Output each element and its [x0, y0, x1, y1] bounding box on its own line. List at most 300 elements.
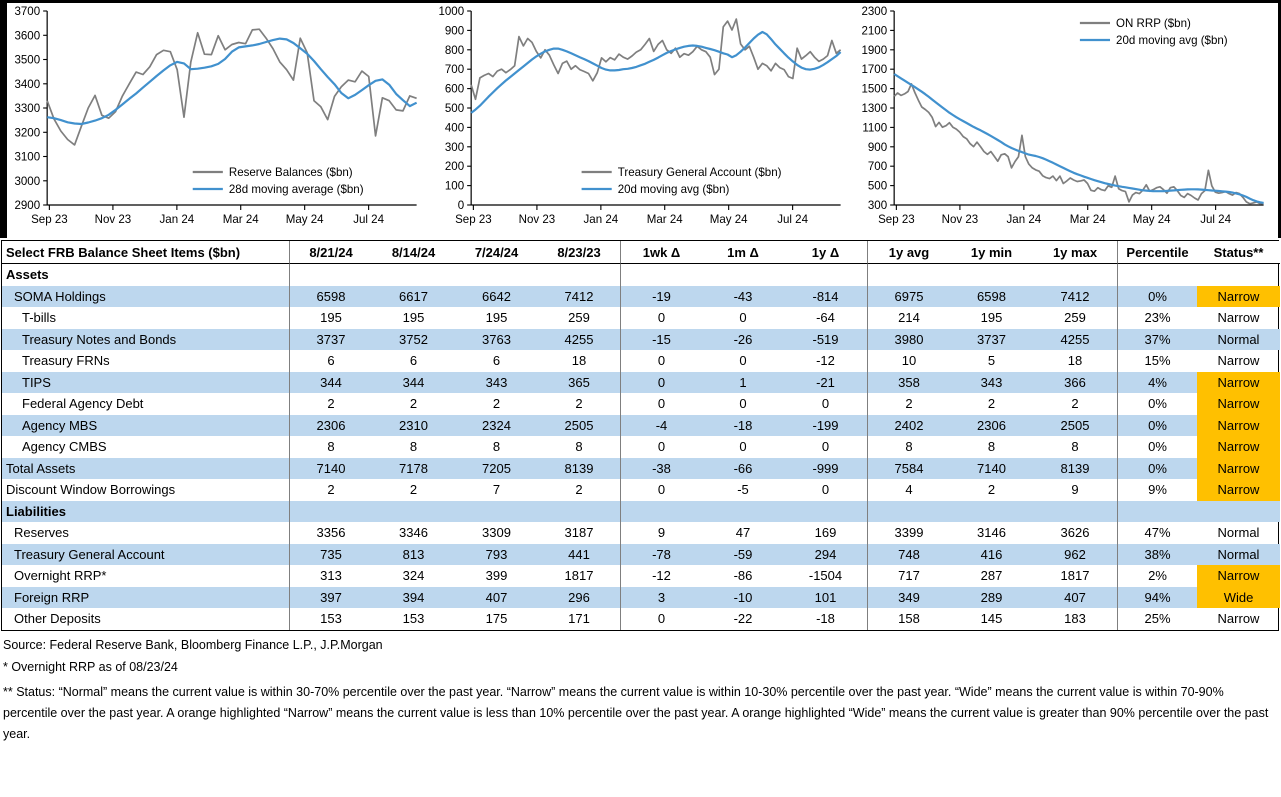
value-cell: 6598: [289, 286, 372, 308]
reserve-balances-plot: [7, 3, 431, 235]
value-cell: 195: [402, 310, 425, 326]
value-cell: 748: [867, 544, 950, 566]
value-cell: 2: [575, 396, 583, 412]
value-cell: 4255: [538, 329, 620, 351]
charts-strip: [0, 0, 1281, 238]
value-cell: 2%: [1117, 565, 1197, 587]
column-header: 8/21/24: [289, 241, 372, 264]
value-cell: 3309: [482, 525, 511, 541]
value-cell: 0: [620, 372, 702, 394]
value-cell: 2: [1071, 396, 1079, 412]
value-cell: 4255: [1033, 329, 1117, 351]
value-cell: -38: [620, 458, 702, 480]
value-cell: 717: [867, 565, 950, 587]
value-cell: 0: [739, 396, 747, 412]
x-tick-label: Nov 23: [941, 214, 979, 226]
value-cell: 153: [289, 608, 372, 630]
status-cell: Narrow: [1197, 372, 1280, 394]
table-row: [2, 544, 1278, 566]
on-rrp-chart: [854, 3, 1278, 238]
y-tick-label: 100: [444, 180, 464, 193]
value-cell: 5: [987, 353, 996, 369]
value-cell: 441: [538, 544, 620, 566]
column-header: 8/23/23: [538, 241, 620, 264]
value-cell: [1117, 264, 1197, 286]
value-cell: [538, 501, 620, 523]
value-cell: 0%: [1117, 436, 1197, 458]
status-cell: Narrow: [1217, 611, 1260, 627]
value-cell: 6: [409, 353, 418, 369]
value-cell: 10: [867, 350, 950, 372]
value-cell: 2: [409, 482, 418, 498]
value-cell: 343: [455, 372, 538, 394]
table-section-row: [2, 501, 1278, 523]
y-tick-label: 1500: [861, 83, 888, 96]
status-cell: Narrow: [1197, 393, 1280, 415]
value-cell: 9: [1071, 482, 1079, 498]
y-tick-label: 3300: [14, 103, 41, 115]
value-cell: -64: [816, 310, 835, 326]
value-cell: 7584: [867, 458, 950, 480]
legend-label: 20d moving avg ($bn): [617, 184, 730, 196]
y-tick-label: 300: [444, 141, 464, 154]
value-cell: 0: [620, 350, 702, 372]
table-row: [2, 522, 1278, 544]
value-cell: [1033, 501, 1117, 523]
y-tick-label: 500: [868, 180, 888, 193]
value-cell: 2: [492, 396, 501, 412]
y-tick-label: 600: [444, 83, 464, 96]
x-tick-label: Jan 24: [583, 214, 618, 226]
value-cell: 8: [492, 439, 501, 455]
value-cell: 407: [1033, 587, 1117, 609]
value-cell: [867, 501, 950, 523]
value-cell: 25%: [1117, 608, 1197, 630]
value-cell: 8: [575, 439, 583, 455]
value-cell: [784, 264, 867, 286]
y-tick-label: 1300: [861, 103, 888, 115]
value-cell: [1033, 264, 1117, 286]
legend-label: 28d moving average ($bn): [228, 184, 364, 196]
value-cell: 3: [620, 587, 702, 609]
column-header: 1wk Δ: [620, 241, 702, 264]
value-cell: -1504: [808, 568, 843, 584]
x-tick-label: Nov 23: [94, 214, 132, 226]
status-cell: Narrow: [1197, 415, 1280, 437]
value-cell: 7140: [950, 458, 1033, 480]
series-line: [895, 84, 1264, 204]
value-cell: 3737: [289, 329, 372, 351]
value-cell: 2: [987, 396, 996, 412]
value-cell: [372, 501, 455, 523]
value-cell: [950, 264, 1033, 286]
series-line: [895, 74, 1264, 203]
table-row: [2, 587, 1278, 609]
table-row: [2, 286, 1278, 308]
value-cell: 416: [950, 544, 1033, 566]
value-cell: 37%: [1117, 329, 1197, 351]
value-cell: 344: [372, 372, 455, 394]
value-cell: -10: [702, 587, 784, 609]
value-cell: 0: [739, 439, 747, 455]
value-cell: 8139: [1033, 458, 1117, 480]
row-label: Treasury Notes and Bonds: [2, 329, 289, 351]
value-cell: 145: [980, 611, 1003, 627]
table-row: [2, 458, 1278, 480]
value-cell: 9%: [1117, 479, 1197, 501]
row-label: Assets: [6, 267, 49, 283]
value-cell: 313: [289, 565, 372, 587]
value-cell: [620, 501, 702, 523]
value-cell: 6: [289, 350, 372, 372]
value-cell: -15: [620, 329, 702, 351]
value-cell: 6598: [950, 286, 1033, 308]
value-cell: 0: [821, 396, 830, 412]
table-row: [2, 565, 1278, 587]
y-tick-label: 1100: [862, 122, 888, 135]
value-cell: 3763: [455, 329, 538, 351]
value-cell: 195: [485, 310, 508, 326]
value-cell: 3737: [950, 329, 1033, 351]
source-line: Source: Federal Reserve Bank, Bloomberg Finance L.P., J.P.Morgan: [3, 637, 383, 652]
value-cell: 349: [867, 587, 950, 609]
value-cell: -21: [784, 372, 867, 394]
x-tick-label: Jan 24: [1006, 214, 1042, 226]
value-cell: 0: [739, 353, 747, 369]
value-cell: 2: [289, 393, 372, 415]
x-tick-label: Jul 24: [353, 214, 385, 226]
column-header: 7/24/24: [455, 241, 538, 264]
status-cell: Normal: [1197, 329, 1280, 351]
value-cell: 15%: [1117, 350, 1197, 372]
value-cell: -19: [620, 286, 702, 308]
row-label: Treasury FRNs: [22, 353, 110, 369]
value-cell: 195: [289, 307, 372, 329]
row-label: Foreign RRP: [2, 587, 289, 609]
table-row: [2, 608, 1278, 630]
value-cell: 1817: [1060, 568, 1090, 584]
series-line: [47, 39, 416, 124]
value-cell: 735: [289, 544, 372, 566]
value-cell: -18: [702, 415, 784, 437]
status-cell: [1197, 501, 1280, 523]
value-cell: -66: [702, 458, 784, 480]
value-cell: 1817: [564, 568, 594, 584]
column-header: 8/14/24: [372, 241, 455, 264]
value-cell: [702, 264, 784, 286]
table-row: [2, 415, 1278, 437]
value-cell: -12: [816, 353, 835, 369]
value-cell: -26: [702, 329, 784, 351]
value-cell: 18: [1067, 353, 1083, 369]
value-cell: 2310: [372, 415, 455, 437]
value-cell: 0%: [1117, 286, 1197, 308]
x-tick-label: Jul 24: [776, 214, 808, 226]
x-tick-label: May 24: [285, 214, 324, 226]
legend-label: 20d moving avg ($bn): [1116, 35, 1228, 47]
value-cell: -4: [620, 415, 702, 437]
value-cell: 153: [402, 611, 425, 627]
value-cell: [289, 264, 372, 286]
y-tick-label: 3100: [14, 151, 41, 164]
y-tick-label: 1000: [438, 6, 464, 18]
y-tick-label: 3500: [14, 54, 41, 67]
value-cell: 407: [455, 587, 538, 609]
value-cell: 3146: [977, 525, 1006, 541]
row-label: Liabilities: [2, 501, 289, 523]
value-cell: 358: [867, 372, 950, 394]
row-label: Total Assets: [2, 458, 289, 480]
x-tick-label: Mar 24: [646, 214, 683, 226]
value-cell: 8139: [538, 458, 620, 480]
table-row: [2, 393, 1278, 415]
value-cell: 47: [735, 525, 751, 541]
value-cell: -814: [784, 286, 867, 308]
table-section-row: [2, 264, 1278, 286]
value-cell: 3752: [372, 329, 455, 351]
y-tick-label: 3000: [14, 175, 41, 188]
value-cell: 3187: [564, 525, 594, 541]
value-cell: 397: [289, 587, 372, 609]
y-tick-label: 700: [868, 161, 888, 174]
status-cell: Narrow: [1197, 565, 1280, 587]
row-label: TIPS: [2, 372, 289, 394]
value-cell: 399: [485, 568, 508, 584]
x-tick-label: May 24: [1133, 214, 1171, 226]
value-cell: 214: [867, 307, 950, 329]
value-cell: -78: [620, 544, 702, 566]
value-cell: 366: [1033, 372, 1117, 394]
table-row: [2, 436, 1278, 458]
value-cell: 7: [492, 482, 501, 498]
value-cell: 8: [1071, 439, 1079, 455]
value-cell: -86: [733, 568, 753, 584]
value-cell: -519: [784, 329, 867, 351]
y-tick-label: 0: [457, 200, 464, 212]
x-tick-label: Sep 23: [454, 214, 492, 226]
value-cell: 2: [575, 482, 583, 498]
column-header: 1y min: [950, 241, 1033, 264]
value-cell: 8: [289, 436, 372, 458]
value-cell: -12: [620, 565, 702, 587]
value-cell: 6617: [372, 286, 455, 308]
column-header: 1y Δ: [784, 241, 867, 264]
value-cell: 7178: [372, 458, 455, 480]
value-cell: 3626: [1060, 525, 1090, 541]
y-tick-label: 800: [444, 44, 464, 57]
value-cell: 0: [620, 307, 702, 329]
value-cell: [950, 501, 1033, 523]
value-cell: 158: [867, 608, 950, 630]
value-cell: 365: [538, 372, 620, 394]
value-cell: 0: [620, 393, 702, 415]
value-cell: 0: [620, 436, 702, 458]
status-cell: Narrow: [1197, 479, 1280, 501]
y-tick-label: 2300: [861, 6, 888, 18]
y-tick-label: 3400: [14, 78, 41, 91]
value-cell: 7140: [289, 458, 372, 480]
on-rrp-plot: [854, 3, 1278, 235]
value-cell: 2: [867, 393, 950, 415]
table-row: [2, 350, 1278, 372]
value-cell: 3346: [399, 525, 428, 541]
value-cell: 0: [620, 608, 702, 630]
value-cell: 259: [1064, 310, 1086, 326]
value-cell: 6: [492, 353, 501, 369]
value-cell: -999: [784, 458, 867, 480]
y-tick-label: 2900: [14, 200, 41, 212]
value-cell: -199: [784, 415, 867, 437]
value-cell: 2324: [455, 415, 538, 437]
y-tick-label: 200: [444, 161, 464, 174]
x-tick-label: Mar 24: [1070, 214, 1107, 226]
treasury-general-account-chart: [431, 3, 855, 238]
y-tick-label: 3200: [14, 127, 41, 140]
value-cell: -5: [737, 482, 749, 498]
row-label: SOMA Holdings: [2, 286, 289, 308]
column-header: 1y avg: [867, 241, 950, 264]
value-cell: 2306: [289, 415, 372, 437]
value-cell: 38%: [1117, 544, 1197, 566]
x-tick-label: Jul 24: [1200, 214, 1232, 226]
y-tick-label: 900: [444, 25, 464, 38]
y-tick-label: 1700: [861, 64, 888, 77]
row-label: Reserves: [14, 525, 69, 541]
value-cell: [1117, 501, 1197, 523]
value-cell: 0: [620, 479, 702, 501]
x-tick-label: May 24: [709, 214, 748, 226]
value-cell: 101: [784, 587, 867, 609]
treasury-general-account-plot: [431, 3, 855, 235]
footnote-overnight-rrp: * Overnight RRP as of 08/23/24: [3, 659, 178, 674]
value-cell: 0%: [1117, 393, 1197, 415]
row-label: Agency MBS: [2, 415, 289, 437]
row-label: Other Deposits: [14, 611, 101, 627]
legend-label: ON RRP ($bn): [1116, 18, 1192, 30]
value-cell: 2306: [950, 415, 1033, 437]
reserve-balances-chart: [7, 3, 431, 238]
x-tick-label: Mar 24: [222, 214, 259, 226]
value-cell: 8: [867, 436, 950, 458]
value-cell: 344: [289, 372, 372, 394]
status-cell: Normal: [1197, 544, 1280, 566]
status-cell: Narrow: [1197, 436, 1280, 458]
value-cell: 294: [784, 544, 867, 566]
row-label: Federal Agency Debt: [22, 396, 144, 412]
value-cell: 962: [1033, 544, 1117, 566]
value-cell: 23%: [1117, 307, 1197, 329]
y-tick-label: 300: [868, 200, 888, 212]
status-cell: Narrow: [1217, 310, 1260, 326]
value-cell: [372, 264, 455, 286]
value-cell: 324: [402, 568, 425, 584]
value-cell: 3356: [289, 522, 372, 544]
value-cell: 183: [1064, 611, 1086, 627]
value-cell: 259: [568, 310, 590, 326]
y-tick-label: 900: [868, 141, 888, 154]
value-cell: 3980: [867, 329, 950, 351]
row-label: Agency CMBS: [22, 439, 107, 455]
value-cell: 8: [409, 439, 418, 455]
value-cell: 0%: [1117, 415, 1197, 437]
table-row: [2, 307, 1278, 329]
value-cell: 6975: [867, 286, 950, 308]
x-tick-label: Sep 23: [31, 214, 68, 226]
value-cell: 2505: [538, 415, 620, 437]
value-cell: 171: [568, 611, 590, 627]
value-cell: 0: [821, 482, 830, 498]
value-cell: 0: [821, 439, 830, 455]
value-cell: 9: [620, 522, 702, 544]
status-cell: Narrow: [1217, 353, 1260, 369]
value-cell: 195: [980, 310, 1003, 326]
table-row: [2, 329, 1278, 351]
status-cell: Narrow: [1197, 286, 1280, 308]
legend-label: Reserve Balances ($bn): [228, 167, 353, 179]
y-tick-label: 400: [444, 122, 464, 135]
value-cell: [455, 264, 538, 286]
value-cell: [702, 501, 784, 523]
value-cell: 394: [372, 587, 455, 609]
column-header: 1m Δ: [702, 241, 784, 264]
row-label: Discount Window Borrowings: [6, 482, 176, 498]
value-cell: 7412: [1033, 286, 1117, 308]
status-cell: Normal: [1217, 525, 1260, 541]
y-tick-label: 700: [444, 64, 464, 77]
value-cell: 2402: [867, 415, 950, 437]
series-line: [47, 29, 416, 145]
y-tick-label: 2100: [861, 25, 888, 38]
table-row: [2, 479, 1278, 501]
value-cell: 1: [702, 372, 784, 394]
column-header: Percentile: [1117, 241, 1197, 264]
value-cell: [867, 264, 950, 286]
value-cell: 0: [739, 310, 747, 326]
value-cell: 343: [950, 372, 1033, 394]
value-cell: 3399: [867, 522, 950, 544]
footnote-status-definition: ** Status: “Normal” means the current value is within 30-70% percentile over the past year. “Narrow” means the current value is within 10-30% percentile over the past year. “Wide” means the current value is within 70-90% percentile over the past year. A orange highlighted “Narrow” means the current value is less than 10% percentile over the past year. A orange highlighted “Wide” means the current value is greater than 90% percentile over the past year.: [3, 684, 1269, 741]
value-cell: [289, 501, 372, 523]
value-cell: 296: [538, 587, 620, 609]
value-cell: [538, 264, 620, 286]
value-cell: 4%: [1117, 372, 1197, 394]
value-cell: [620, 264, 702, 286]
y-tick-label: 1900: [861, 44, 888, 57]
value-cell: -18: [816, 611, 835, 627]
value-cell: 0%: [1117, 458, 1197, 480]
x-tick-label: Sep 23: [878, 214, 915, 226]
row-label: T-bills: [22, 310, 56, 326]
value-cell: 169: [814, 525, 837, 541]
value-cell: -22: [733, 611, 753, 627]
status-cell: Wide: [1197, 587, 1280, 609]
table-row: [2, 372, 1278, 394]
value-cell: 287: [980, 568, 1003, 584]
table-title: Select FRB Balance Sheet Items ($bn): [2, 241, 289, 264]
legend-label: Treasury General Account ($bn): [617, 167, 782, 179]
value-cell: [455, 501, 538, 523]
y-tick-label: 3700: [14, 6, 41, 18]
status-cell: Narrow: [1197, 458, 1280, 480]
value-cell: 4: [867, 479, 950, 501]
frb-balance-sheet-table: [1, 240, 1279, 631]
y-tick-label: 500: [444, 103, 464, 115]
table-header-row: [2, 241, 1278, 264]
value-cell: 813: [372, 544, 455, 566]
value-cell: 6642: [455, 286, 538, 308]
value-cell: 7412: [538, 286, 620, 308]
column-header: Status**: [1197, 241, 1280, 264]
